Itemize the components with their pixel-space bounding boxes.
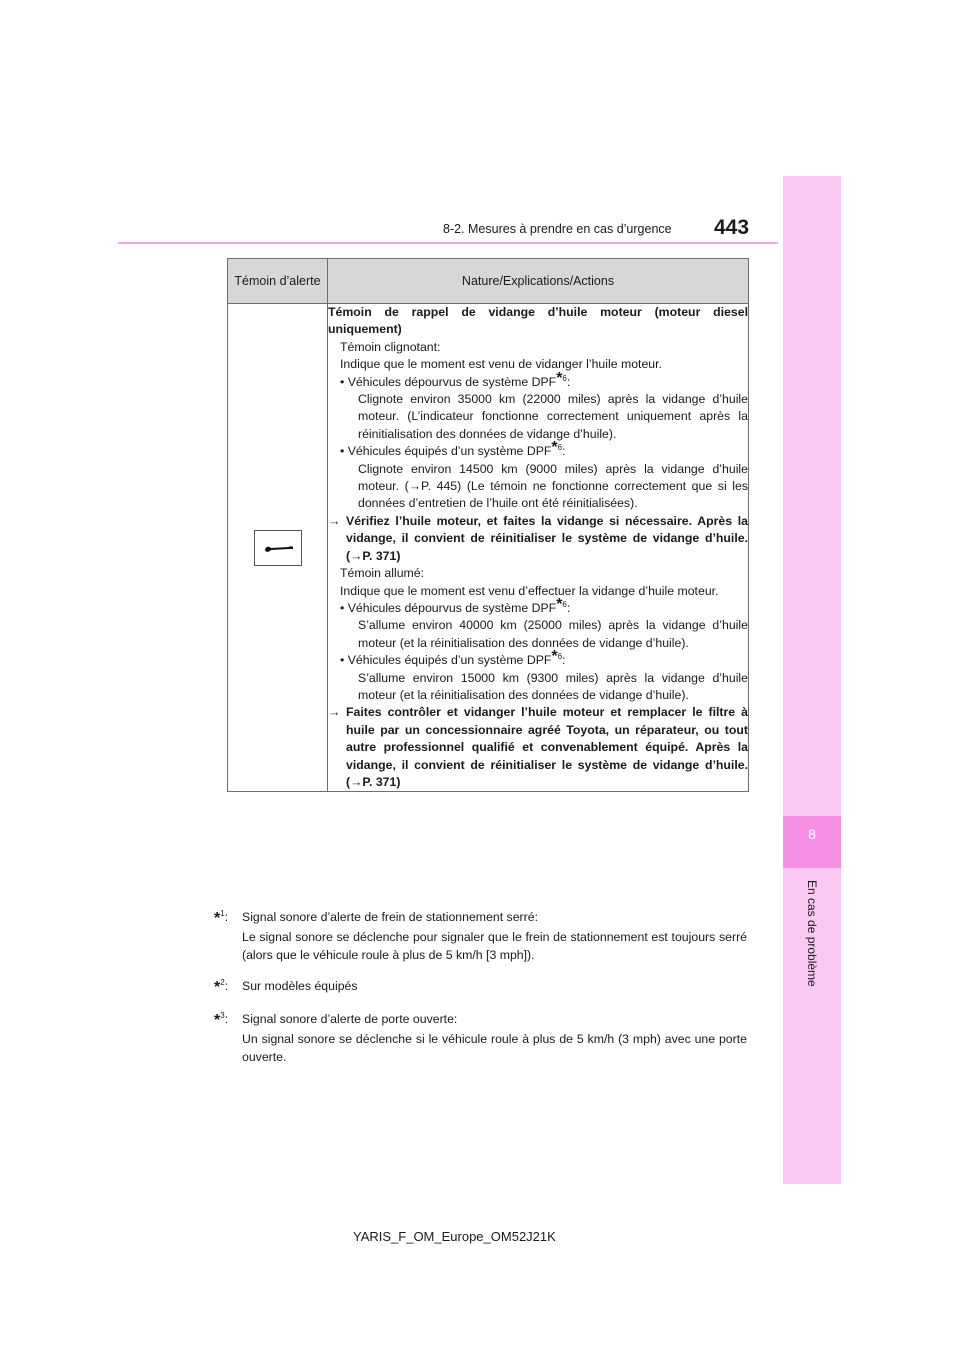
flashing-label: Témoin clignotant:	[340, 339, 441, 354]
warning-title: Témoin de rappel de vidange d’huile moteur (moteur diesel uniquement)	[328, 305, 748, 337]
section-title: 8-2. Mesures à prendre en cas d’urgence	[443, 222, 672, 236]
description-cell	[328, 304, 749, 792]
table-header-row	[228, 259, 749, 304]
footnote: *$^2$: Sur modèles équipés	[214, 977, 358, 996]
chapter-side-tab	[783, 176, 841, 1184]
bullet-text: Clignote environ 35000 km (22000 miles) après la vidange d’huile moteur. (L’indicateur fonctionne correctement uniquement après la réinitialisation des données de vidange d’huile).	[358, 392, 748, 441]
wrench-icon	[254, 530, 302, 566]
chapter-title: En cas de problème	[805, 880, 819, 987]
bullet-text: S’allume environ 40000 km (25000 miles) après la vidange d’huile moteur (et la réinitialisation des données de vidange d’huile).	[358, 618, 748, 650]
table-row	[228, 304, 749, 792]
header-divider	[118, 242, 778, 244]
footnote: *$^1$: Signal sonore d’alerte de frein de stationnement serré: Le signal sonore se déclenche pour signaler que le frein de stationnement est toujours serré (alors que le véhicule roule à plus de 5 km/h [3 mph]).	[214, 908, 747, 962]
col-header-warning-light: Témoin d’alerte	[228, 259, 328, 304]
footnotes	[214, 908, 747, 1079]
bullet-text: Clignote environ 14500 km (9000 miles) après la vidange d’huile moteur. (→P. 445) (Le témoin ne fonctionne correctement que si les données d’entretien de l’huile ont été réinitialisées).	[358, 461, 748, 511]
arrow-icon: →	[328, 705, 341, 720]
bullet-label: • Véhicules dépourvus de système DPF$^{*6}$:	[340, 369, 571, 389]
bullet-label: • Véhicules équipés d’un système DPF$^{*6}$:	[340, 648, 566, 668]
bullet-label: • Véhicules dépourvus de système DPF$^{*6}$:	[340, 595, 571, 615]
on-label: Témoin allumé:	[340, 566, 425, 581]
on-description: Indique que le moment est venu d’effectuer la vidange d’huile moteur.	[340, 583, 719, 598]
warning-light-table	[227, 258, 749, 792]
page-number: 443	[714, 216, 750, 239]
action-instruction: → Faites contrôler et vidanger l’huile moteur et remplacer le filtre à huile par un concessionnaire agréé Toyota, un réparateur, ou tout autre professionnel qualifié et convenablement équipé. Après la vidange, il convient de réinitialiser le système de vidange d’huile. (→P. 371)	[328, 705, 748, 789]
col-header-description: Nature/Explications/Actions	[328, 259, 749, 304]
warning-icon-cell	[228, 304, 328, 792]
action-instruction: → Vérifiez l’huile moteur, et faites la vidange si nécessaire. Après la vidange, il convient de réinitialiser le système de vidange d’huile. (→P. 371)	[328, 513, 748, 563]
chapter-number: 8	[808, 826, 816, 842]
bullet-text: S’allume environ 15000 km (9300 miles) après la vidange d’huile moteur (et la réinitialisation des données de vidange d’huile).	[358, 670, 748, 702]
bullet-label: • Véhicules équipés d’un système DPF$^{*6}$:	[340, 439, 566, 459]
footnote: *$^3$: Signal sonore d’alerte de porte ouverte: Un signal sonore se déclenche si le véhicule roule à plus de 5 km/h (3 mph) avec une porte ouverte.	[214, 1010, 747, 1064]
arrow-icon: →	[328, 513, 341, 528]
flashing-description: Indique que le moment est venu de vidanger l’huile moteur.	[340, 357, 662, 372]
document-code: YARIS_F_OM_Europe_OM52J21K	[353, 1229, 556, 1244]
chapter-number-box	[783, 816, 841, 868]
